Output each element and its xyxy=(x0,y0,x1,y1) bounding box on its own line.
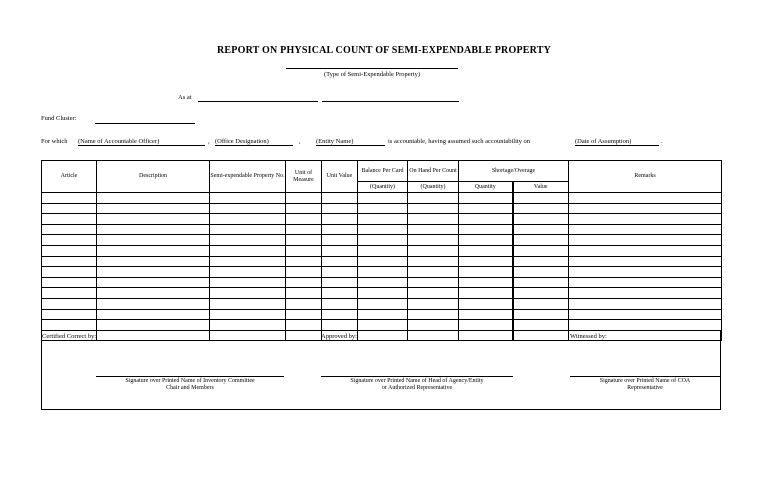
cell-description[interactable] xyxy=(97,288,210,299)
cell-remarks[interactable] xyxy=(569,298,722,309)
cell-unit-measure[interactable] xyxy=(286,256,322,267)
header-on-hand: On Hand Per Count xyxy=(408,161,459,182)
inventory-table xyxy=(41,160,722,341)
cell-shortage-qty[interactable] xyxy=(459,245,513,256)
cell-remarks[interactable] xyxy=(569,320,722,331)
cell-article[interactable] xyxy=(42,277,97,288)
witnessed-caption-2: Representative xyxy=(627,385,663,391)
cell-remarks[interactable] xyxy=(569,277,722,288)
cell-balance-qty[interactable] xyxy=(358,267,408,278)
table-row xyxy=(42,298,722,309)
signature-box xyxy=(41,330,721,410)
table-row xyxy=(42,203,722,214)
cell-remarks[interactable] xyxy=(569,267,722,278)
cell-property-no[interactable] xyxy=(210,298,286,309)
cell-property-no[interactable] xyxy=(210,267,286,278)
approved-caption-1: Signature over Printed Name of Head of Agency/Entity xyxy=(350,378,484,384)
certified-caption-2: Chair and Members xyxy=(166,385,214,391)
cell-description[interactable] xyxy=(97,245,210,256)
cell-balance-qty[interactable] xyxy=(358,203,408,214)
cell-description[interactable] xyxy=(97,214,210,225)
cell-property-no[interactable] xyxy=(210,288,286,299)
table-row xyxy=(42,235,722,246)
cell-property-no[interactable] xyxy=(210,235,286,246)
cell-description[interactable] xyxy=(97,203,210,214)
cell-onhand-qty[interactable] xyxy=(408,224,459,235)
comma-1: , xyxy=(208,138,210,145)
cell-article[interactable] xyxy=(42,267,97,278)
cell-property-no[interactable] xyxy=(210,224,286,235)
cell-shortage-value[interactable] xyxy=(513,193,569,204)
cell-shortage-value[interactable] xyxy=(513,288,569,299)
cell-property-no[interactable] xyxy=(210,214,286,225)
cell-onhand-qty[interactable] xyxy=(408,203,459,214)
cell-shortage-qty[interactable] xyxy=(459,277,513,288)
cell-shortage-value[interactable] xyxy=(513,309,569,320)
cell-property-no[interactable] xyxy=(210,245,286,256)
cell-unit-value[interactable] xyxy=(322,309,358,320)
cell-property-no[interactable] xyxy=(210,320,286,331)
table-row xyxy=(42,309,722,320)
cell-shortage-qty[interactable] xyxy=(459,288,513,299)
cell-shortage-value[interactable] xyxy=(513,214,569,225)
cell-unit-value[interactable] xyxy=(322,320,358,331)
table-row xyxy=(42,245,722,256)
cell-shortage-value[interactable] xyxy=(513,320,569,331)
cell-remarks[interactable] xyxy=(569,288,722,299)
table-row xyxy=(42,256,722,267)
cell-unit-value[interactable] xyxy=(322,224,358,235)
table-row xyxy=(42,267,722,278)
cell-unit-value[interactable] xyxy=(322,245,358,256)
cell-balance-qty[interactable] xyxy=(358,193,408,204)
cell-unit-value[interactable] xyxy=(322,203,358,214)
cell-balance-qty[interactable] xyxy=(358,235,408,246)
cell-balance-qty[interactable] xyxy=(358,298,408,309)
cell-shortage-qty[interactable] xyxy=(459,235,513,246)
certified-signature-line[interactable] xyxy=(96,376,284,392)
cell-onhand-qty[interactable] xyxy=(408,309,459,320)
cell-unit-measure[interactable] xyxy=(286,203,322,214)
cell-unit-measure[interactable] xyxy=(286,245,322,256)
cell-article[interactable] xyxy=(42,256,97,267)
header-shortage-value: Value xyxy=(513,182,569,193)
cell-description[interactable] xyxy=(97,267,210,278)
cell-unit-measure[interactable] xyxy=(286,309,322,320)
cell-balance-qty[interactable] xyxy=(358,224,408,235)
table-row xyxy=(42,224,722,235)
certified-caption-1: Signature over Printed Name of Inventory Committee xyxy=(125,378,255,384)
header-remarks: Remarks xyxy=(569,161,722,193)
as-at-label: As at xyxy=(178,94,192,101)
cell-property-no[interactable] xyxy=(210,256,286,267)
cell-remarks[interactable] xyxy=(569,256,722,267)
cell-unit-value[interactable] xyxy=(322,214,358,225)
header-unit-value: Unit Value xyxy=(322,161,358,193)
cell-article[interactable] xyxy=(42,235,97,246)
cell-article[interactable] xyxy=(42,245,97,256)
cell-shortage-value[interactable] xyxy=(513,224,569,235)
header-onhand-quantity: (Quantity) xyxy=(408,182,459,193)
table-row xyxy=(42,277,722,288)
as-at-line-2[interactable] xyxy=(322,101,459,102)
header-property-no: Semi-expendable Property No. xyxy=(210,161,286,193)
accountability-text: is accountable, having assumed such accountability on xyxy=(388,138,531,145)
date-assumption-field[interactable]: (Date of Assumption) xyxy=(575,138,659,146)
approved-caption-2: or Authorized Representative xyxy=(381,385,453,391)
property-type-line xyxy=(286,68,458,69)
table-row xyxy=(42,320,722,331)
cell-onhand-qty[interactable] xyxy=(408,193,459,204)
cell-shortage-qty[interactable] xyxy=(459,214,513,225)
cell-article[interactable] xyxy=(42,203,97,214)
cell-remarks[interactable] xyxy=(569,224,722,235)
cell-article[interactable] xyxy=(42,298,97,309)
period: . xyxy=(661,138,663,145)
comma-2: , xyxy=(299,138,301,145)
cell-balance-qty[interactable] xyxy=(358,214,408,225)
cell-article[interactable] xyxy=(42,193,97,204)
fund-cluster-label: Fund Cluster: xyxy=(41,115,77,122)
cell-description[interactable] xyxy=(97,224,210,235)
table-row xyxy=(42,193,722,204)
header-article: Article xyxy=(42,161,97,193)
cell-unit-measure[interactable] xyxy=(286,298,322,309)
for-which-label: For which xyxy=(41,138,68,145)
header-shortage-overage: Shortage/Overage xyxy=(459,161,569,182)
cell-shortage-value[interactable] xyxy=(513,298,569,309)
cell-shortage-qty[interactable] xyxy=(459,224,513,235)
cell-shortage-value[interactable] xyxy=(513,235,569,246)
cell-shortage-value[interactable] xyxy=(513,277,569,288)
cell-shortage-value[interactable] xyxy=(513,267,569,278)
cell-onhand-qty[interactable] xyxy=(408,256,459,267)
table-row xyxy=(42,214,722,225)
cell-property-no[interactable] xyxy=(210,309,286,320)
header-description: Description xyxy=(97,161,210,193)
report-title: REPORT ON PHYSICAL COUNT OF SEMI-EXPENDABLE PROPERTY xyxy=(217,45,551,56)
cell-unit-measure[interactable] xyxy=(286,277,322,288)
cell-article[interactable] xyxy=(42,309,97,320)
header-balance-card: Balance Per Card xyxy=(358,161,408,182)
cell-unit-value[interactable] xyxy=(322,277,358,288)
cell-description[interactable] xyxy=(97,309,210,320)
cell-onhand-qty[interactable] xyxy=(408,214,459,225)
cell-unit-value[interactable] xyxy=(322,256,358,267)
cell-balance-qty[interactable] xyxy=(358,245,408,256)
cell-onhand-qty[interactable] xyxy=(408,320,459,331)
cell-property-no[interactable] xyxy=(210,193,286,204)
cell-onhand-qty[interactable] xyxy=(408,245,459,256)
cell-article[interactable] xyxy=(42,288,97,299)
cell-remarks[interactable] xyxy=(569,214,722,225)
cell-balance-qty[interactable] xyxy=(358,288,408,299)
cell-property-no[interactable] xyxy=(210,277,286,288)
approved-signature-line[interactable] xyxy=(321,376,513,392)
witnessed-label: Witnessed by: xyxy=(570,333,607,340)
cell-description[interactable] xyxy=(97,235,210,246)
cell-shortage-value[interactable] xyxy=(513,256,569,267)
cell-shortage-qty[interactable] xyxy=(459,298,513,309)
cell-property-no[interactable] xyxy=(210,203,286,214)
cell-onhand-qty[interactable] xyxy=(408,235,459,246)
cell-onhand-qty[interactable] xyxy=(408,288,459,299)
cell-onhand-qty[interactable] xyxy=(408,277,459,288)
cell-description[interactable] xyxy=(97,256,210,267)
cell-unit-value[interactable] xyxy=(322,235,358,246)
cell-unit-measure[interactable] xyxy=(286,288,322,299)
witnessed-signature-line[interactable] xyxy=(570,376,720,392)
cell-article[interactable] xyxy=(42,320,97,331)
certified-label: Certified Correct by: xyxy=(42,333,97,340)
cell-shortage-value[interactable] xyxy=(513,245,569,256)
cell-remarks[interactable] xyxy=(569,193,722,204)
cell-unit-measure[interactable] xyxy=(286,320,322,331)
approved-label: Approved by: xyxy=(321,333,357,340)
cell-onhand-qty[interactable] xyxy=(408,267,459,278)
cell-unit-measure[interactable] xyxy=(286,224,322,235)
header-shortage-quantity: Quantity xyxy=(459,182,513,193)
office-designation-field[interactable]: (Office Designation) xyxy=(215,138,293,146)
cell-unit-value[interactable] xyxy=(322,267,358,278)
cell-shortage-value[interactable] xyxy=(513,203,569,214)
cell-unit-measure[interactable] xyxy=(286,193,322,204)
cell-article[interactable] xyxy=(42,214,97,225)
cell-balance-qty[interactable] xyxy=(358,309,408,320)
table-row xyxy=(42,288,722,299)
cell-shortage-qty[interactable] xyxy=(459,320,513,331)
cell-shortage-qty[interactable] xyxy=(459,203,513,214)
cell-shortage-qty[interactable] xyxy=(459,309,513,320)
cell-description[interactable] xyxy=(97,298,210,309)
accountable-officer-field[interactable]: (Name of Accountable Officer) xyxy=(78,138,205,146)
as-at-line-1[interactable] xyxy=(198,101,318,102)
entity-name-field[interactable]: (Entity Name) xyxy=(316,138,385,146)
witnessed-caption-1: Signature over Printed Name of COA xyxy=(599,378,691,384)
cell-remarks[interactable] xyxy=(569,309,722,320)
cell-balance-qty[interactable] xyxy=(358,320,408,331)
cell-unit-value[interactable] xyxy=(322,298,358,309)
cell-description[interactable] xyxy=(97,193,210,204)
cell-shortage-qty[interactable] xyxy=(459,267,513,278)
cell-remarks[interactable] xyxy=(569,203,722,214)
cell-remarks[interactable] xyxy=(569,235,722,246)
cell-unit-measure[interactable] xyxy=(286,235,322,246)
cell-unit-measure[interactable] xyxy=(286,214,322,225)
cell-shortage-qty[interactable] xyxy=(459,256,513,267)
cell-description[interactable] xyxy=(97,320,210,331)
header-balance-quantity: (Quantity) xyxy=(358,182,408,193)
cell-article[interactable] xyxy=(42,224,97,235)
cell-shortage-qty[interactable] xyxy=(459,193,513,204)
cell-onhand-qty[interactable] xyxy=(408,298,459,309)
property-type-caption: (Type of Semi-Expendable Property) xyxy=(323,71,421,78)
cell-remarks[interactable] xyxy=(569,245,722,256)
cell-unit-value[interactable] xyxy=(322,193,358,204)
cell-description[interactable] xyxy=(97,277,210,288)
cell-balance-qty[interactable] xyxy=(358,256,408,267)
cell-unit-measure[interactable] xyxy=(286,267,322,278)
cell-balance-qty[interactable] xyxy=(358,277,408,288)
fund-cluster-line[interactable] xyxy=(95,123,195,124)
header-unit-measure: Unit of Measure xyxy=(286,161,322,193)
cell-unit-value[interactable] xyxy=(322,288,358,299)
